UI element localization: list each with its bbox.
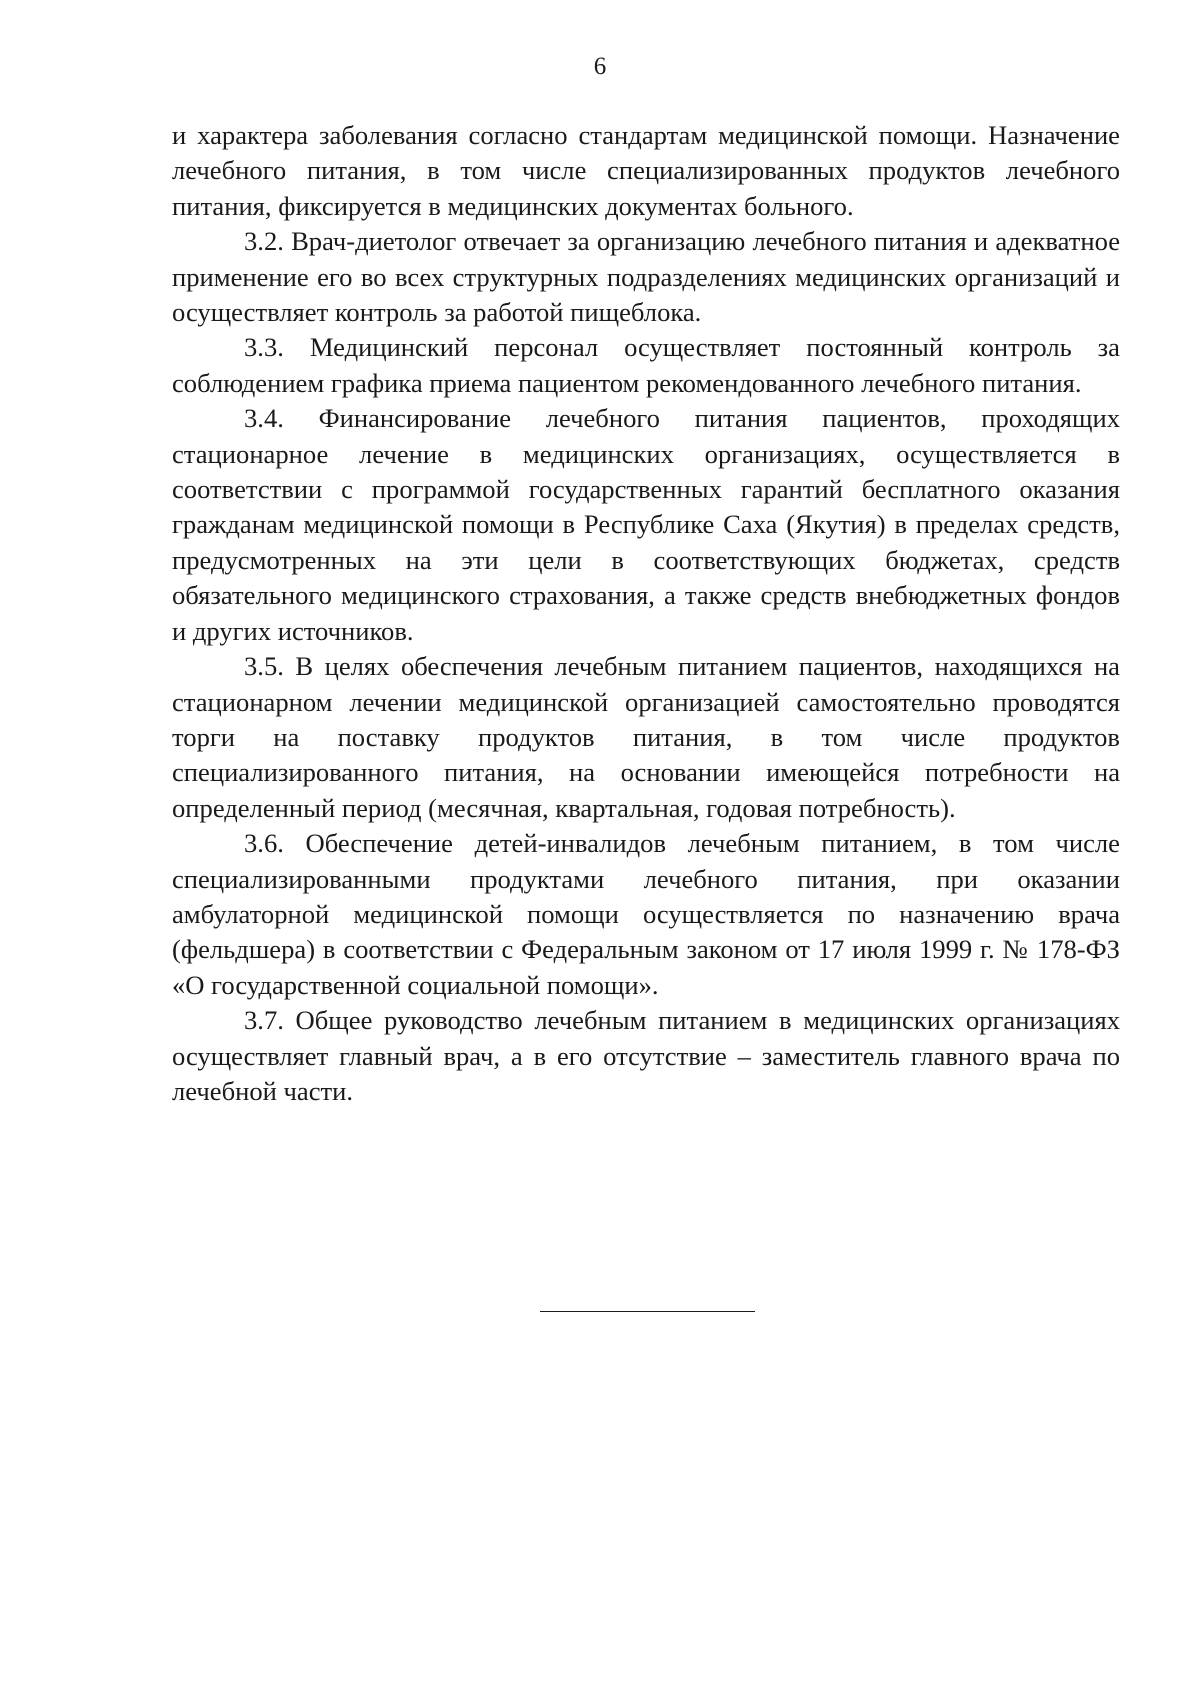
clause-3-2: 3.2. Врач-диетолог отвечает за организацию лечебного питания и адекватное применение его во всех структурных подразделениях медицинских организаций и осуществляет контроль за работой пищеблока. [172, 226, 1120, 328]
end-of-document-rule [540, 1311, 755, 1312]
document-body [172, 118, 1120, 1109]
clause-3-3: 3.3. Медицинский персонал осуществляет постоянный контроль за соблюдением графика приема пациентом рекомендованного лечебного питания. [172, 332, 1120, 398]
clause-3-6: 3.6. Обеспечение детей-инвалидов лечебным питанием, в том числе специализированными продуктами лечебного питания, при оказании амбулаторной медицинской помощи осуществляется по назначению врача (фельдшера) в соответствии с Федеральным законом от 17 июля 1999 г. № 178-ФЗ «О государственной социальной помощи». [172, 828, 1120, 1000]
clause-3-4: 3.4. Финансирование лечебного питания пациентов, проходящих стационарное лечение в медицинских организациях, осуществляется в соответствии с программой государственных гарантий бесплатного оказания гражданам медицинской помощи в Республике Саха (Якутия) в пределах средств, предусмотренных на эти цели в соответствующих бюджетах, средств обязательного медицинского страхования, а также средств внебюджетных фондов и других источников. [172, 403, 1120, 646]
continuation-paragraph: и характера заболевания согласно стандартам медицинской помощи. Назначение лечебного питания, в том числе специализированных продуктов лечебного питания, фиксируется в медицинских документах больного. [172, 120, 1120, 221]
page-number: 6 [593, 53, 607, 80]
clause-3-7: 3.7. Общее руководство лечебным питанием в медицинских организациях осуществляет главный врач, а в его отсутствие – заместитель главного врача по лечебной части. [172, 1005, 1120, 1106]
clause-3-5: 3.5. В целях обеспечения лечебным питанием пациентов, находящихся на стационарном лечении медицинской организацией самостоятельно проводятся торги на поставку продуктов питания, в том числе продуктов специализированного питания, на основании имеющейся потребности на определенный период (месячная, квартальная, годовая потребность). [172, 651, 1120, 823]
